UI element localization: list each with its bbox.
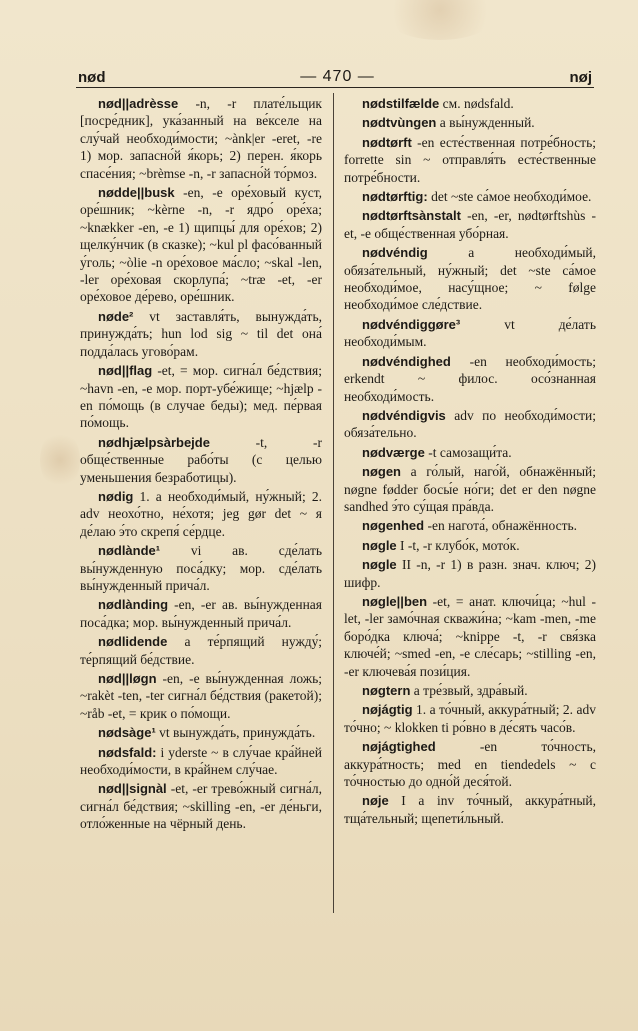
entry-definition: -en, -er, nødtørftshùs -et, -e обще́ственная убо́рная. [344, 208, 596, 241]
dictionary-entry [344, 207, 596, 242]
entry-headword: nød||adrèsse [98, 96, 179, 111]
dictionary-entry [80, 308, 322, 360]
entry-definition: -t, -r обще́ственные рабо́ты (с целью уменьшения безработицы). [80, 434, 322, 485]
entry-definition: a го́лый, наго́й, обнажённый; nøgne fødder босы́е но́ги; det er den nøgne sandhed э́то су́щая пра́вда. [344, 464, 596, 514]
dictionary-entry [80, 596, 322, 631]
dictionary-entry [344, 463, 596, 515]
entry-headword: nødhjælpsàrbejde [98, 434, 210, 450]
dictionary-entry [344, 593, 596, 680]
entry-definition: -en то́чность, аккура́тность; med en tiendedels ~ с то́чностью до одно́й деся́той. [344, 739, 596, 790]
entry-headword: nød||flag [98, 363, 153, 379]
dictionary-entry [80, 434, 322, 486]
entry-definition: -et, -er трево́жный сигна́л, сигна́л бе́дствия; ~skilling -en, -er де́ньги, отло́женные на чёрный день. [80, 781, 322, 832]
entry-headword: nød||signàl [98, 781, 167, 797]
entry-headword: nødtvùngen [362, 115, 437, 131]
entry-definition: i yderste ~ в слу́чае кра́йней необходи́мости, в кра́йнем слу́чае. [80, 744, 322, 778]
entry-definition: -t самозащи́та. [424, 444, 512, 460]
entry-headword: nødsfald: [98, 744, 157, 760]
entry-definition: -en, -e вы́нужденная ложь; ~rakèt -ten, -ter сигна́л бе́дствия (ракетой); ~råb -et, = крик о по́мощи. [80, 671, 322, 721]
entry-headword: nødig [98, 488, 134, 504]
page-number: — 470 — [300, 68, 375, 85]
entry-headword: nøgle||ben [362, 593, 428, 609]
dictionary-entry [80, 744, 322, 779]
entry-definition: vi ав. сде́лать вы́нужденную поса́дку; мор. сде́лать вы́нужденный прича́л. [80, 543, 322, 593]
dictionary-entry [344, 682, 596, 699]
guide-word-left: nød [78, 69, 106, 86]
entry-headword: nødstilfælde [362, 96, 440, 111]
entry-definition: a необходи́мый, обяза́тельный, ну́жный; det ~ste са́мое необходи́мое, насу́щное; ~ følge необходи́мое сле́дствие. [344, 245, 596, 313]
entry-definition: a тре́звый, здра́вый. [410, 683, 528, 698]
entry-headword: nødsàge¹ [98, 725, 156, 741]
entry-definition: II -n, -r 1) в разн. знач. ключ; 2) шифр. [344, 557, 596, 590]
entry-headword: nødvéndig [362, 245, 428, 261]
right-column [344, 95, 596, 829]
dictionary-entry [344, 738, 596, 790]
entry-definition: -n, -r плате́льщик [посре́дник], ука́занный на ве́кселе на слу́чай необходи́мости; ~ànk|er -eret, -re 1) мор. запасно́й я́корь; 2) перен. я́корь спасе́ния; ~brèmse -n, -r запасно́й то́рмоз. [80, 96, 322, 181]
dictionary-entry [344, 444, 596, 461]
dictionary-entry [80, 95, 322, 182]
dictionary-entry [80, 633, 322, 668]
entry-definition: -en, -er ав. вы́нужденная поса́дка; мор. вы́нужденный прича́л. [80, 597, 322, 630]
dictionary-entry [344, 244, 596, 314]
dictionary-entry [344, 792, 596, 827]
entry-definition: a те́рпящий нужду́; те́рпящий бе́дствие. [80, 634, 322, 667]
entry-headword: nødtørftig: [362, 189, 428, 205]
entry-headword: nødvéndigvis [362, 407, 446, 423]
entry-definition: 1. a то́чный, аккура́тный; 2. adv то́чно; ~ klokken ti ро́вно в де́сять часо́в. [344, 702, 596, 735]
entry-headword: nødværge [362, 444, 425, 460]
dictionary-entry [80, 362, 322, 432]
entry-headword: nøje [362, 793, 389, 809]
dictionary-entry [80, 184, 322, 306]
entry-definition: a вы́нужденный. [436, 115, 535, 131]
entry-definition: adv по необходи́мости; обяза́тельно. [344, 407, 596, 441]
entry-definition: vt заставля́ть, вынужда́ть, принужда́ть; hun lod sig ~ til det она́ подда́лась угово́рам. [80, 308, 322, 359]
entry-definition: -en, -e оре́ховый куст, оре́шник; ~kèrne -n, -r ядро́ оре́ха; ~knækker -en, -e 1) щипцы́ для оре́хов; 2) щелку́нчик (в сказке); ~kul pl фасо́ванный у́голь; ~òlie -n оре́ховое ма́сло; ~skal -len, -ler оре́ховая скорлупа́; ~træ -et, -er оре́ховое де́рево, оре́шник. [80, 185, 322, 305]
entry-headword: nødtørftsànstalt [362, 208, 461, 224]
entry-definition: -et, = мор. сигна́л бе́дствия; ~havn -en, -e мор. порт-убе́жище; ~hjælp -en по́мощь (в случае беды); мед. пе́рвая по́мощь. [80, 363, 322, 431]
dictionary-entry [80, 542, 322, 594]
entry-definition: vt де́лать необходи́мым. [344, 316, 596, 350]
entry-definition: I a inv то́чный, аккура́тный, тща́тельный; щепети́льный. [344, 793, 596, 826]
entry-definition: 1. a необходи́мый, ну́жный; 2. adv неохо́тно, не́хотя; jeg gør det ~ я де́лаю э́то скрепя́ се́рдце. [80, 488, 322, 539]
entry-definition: -en нагота́, обнажённость. [424, 518, 578, 534]
dictionary-entry [344, 114, 596, 131]
column-divider [333, 93, 334, 913]
dictionary-entry [80, 780, 322, 832]
entry-headword: nødvéndiggøre³ [362, 316, 461, 332]
guide-word-right: nøj [569, 69, 592, 86]
entry-headword: nødtørft [362, 134, 412, 150]
paper-stain [40, 430, 80, 490]
entry-headword: nøgen [362, 464, 401, 480]
dictionary-entry [344, 353, 596, 405]
running-header [78, 60, 592, 86]
entry-definition: -en необходи́мость; erkendt ~ филос. осо́знанная необходи́мость. [344, 353, 596, 404]
entry-headword: nødlidende [98, 634, 168, 650]
entry-headword: nøde² [98, 308, 134, 324]
entry-definition: vt вынужда́ть, принужда́ть. [155, 725, 316, 741]
entry-definition: см. nødsfald. [439, 96, 514, 111]
dictionary-entry [344, 407, 596, 442]
entry-headword: nøjágtighed [362, 739, 436, 755]
dictionary-entry [344, 537, 596, 554]
dictionary-entry [344, 517, 596, 534]
paper-stain [380, 0, 500, 40]
entry-headword: nød||løgn [98, 671, 157, 686]
entry-definition: I -t, -r клубо́к, мото́к. [396, 537, 520, 553]
header-rule [76, 87, 594, 88]
entry-headword: nøgle [362, 557, 397, 573]
dictionary-entry [344, 95, 596, 112]
entry-headword: nøjágtig [362, 702, 413, 718]
dictionary-entry [344, 188, 596, 205]
dictionary-entry [344, 701, 596, 736]
entry-headword: nøgtern [362, 683, 411, 698]
dictionary-entry [80, 724, 322, 741]
dictionary-entry [344, 556, 596, 591]
dictionary-entry [80, 670, 322, 722]
dictionary-entry [344, 134, 596, 186]
entry-headword: nøgenhed [362, 518, 425, 534]
left-column [80, 95, 322, 835]
entry-definition: -et, = анат. ключи́ца; ~hul -let, -ler замо́чная скважи́на; ~kam -men, -me боро́дка ключа́; ~knippe -t, -r свя́зка ключе́й; ~smed -en, -e сле́сарь; ~stilling -en, -er ключева́я пози́ция. [344, 593, 596, 679]
entry-headword: nødlànding [98, 597, 169, 613]
entry-headword: nødvéndighed [362, 353, 451, 369]
entry-headword: nødlànde¹ [98, 543, 161, 559]
entry-definition: det ~ste са́мое необходи́мое. [427, 189, 592, 205]
dictionary-entry [80, 488, 322, 540]
entry-headword: nødde||busk [98, 185, 175, 201]
entry-headword: nøgle [362, 537, 397, 553]
entry-definition: -en есте́ственная потре́бность; forrette sin ~ отправля́ть есте́ственные потре́бности. [344, 134, 596, 185]
dictionary-entry [344, 316, 596, 351]
